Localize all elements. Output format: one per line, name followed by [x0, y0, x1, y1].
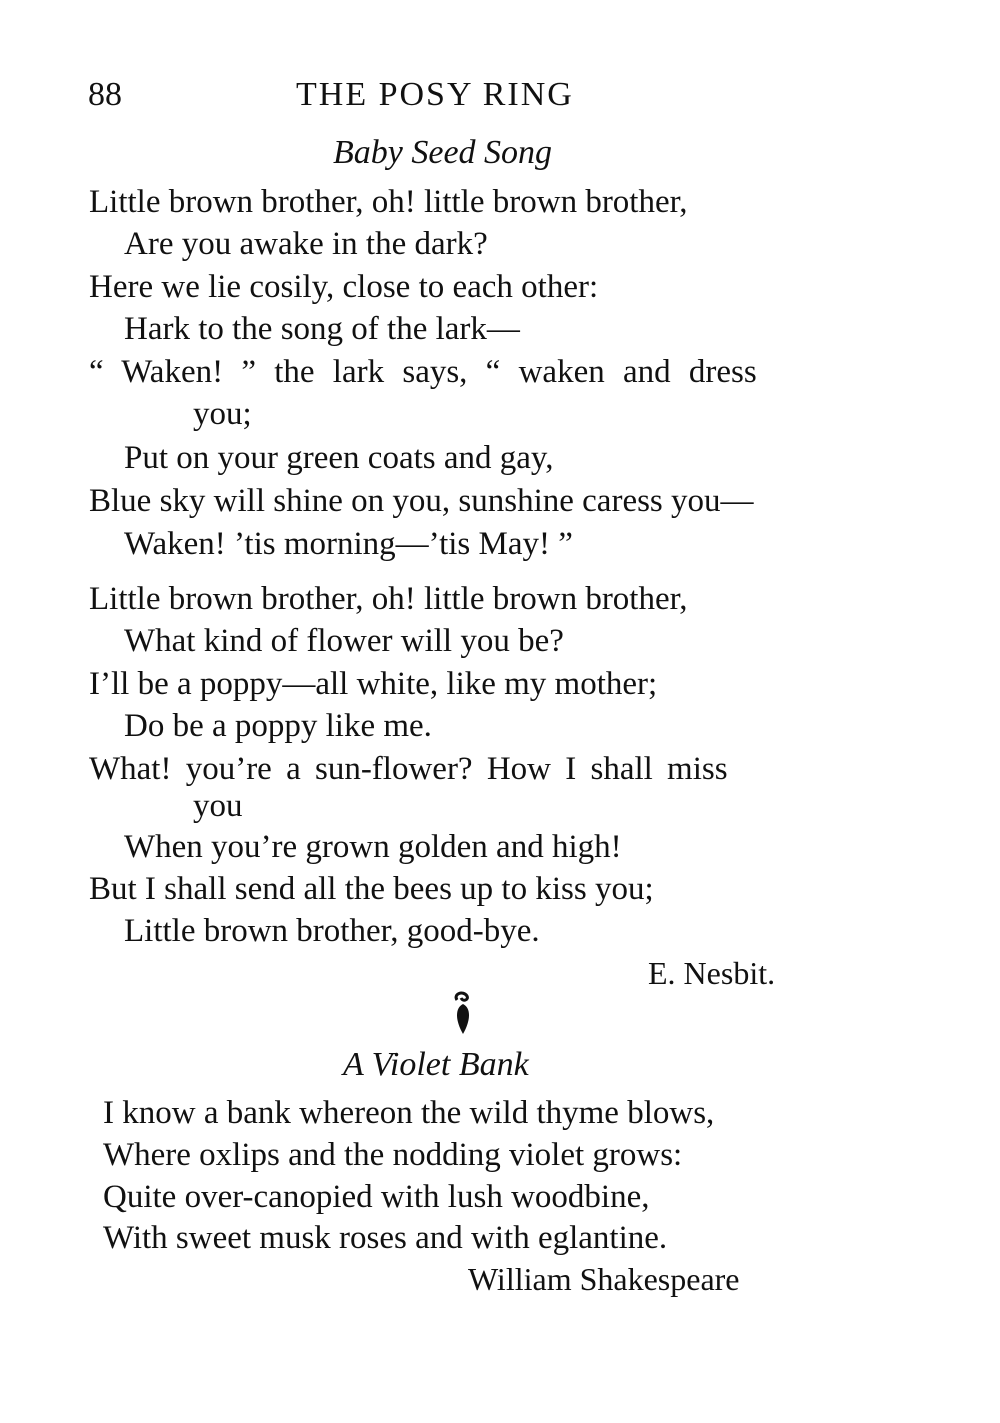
poem-author: E. Nesbit.: [648, 955, 776, 991]
poem-line: Blue sky will shine on you, sunshine caress you—: [89, 483, 754, 519]
poem-line: But I shall send all the bees up to kiss you;: [89, 871, 654, 907]
poem-line: Little brown brother, oh! little brown brother,: [89, 581, 688, 617]
poem-line: Are you awake in the dark?: [124, 226, 488, 262]
page-header: [88, 76, 848, 120]
poem-line: you: [193, 788, 243, 824]
poem-line: Here we lie cosily, close to each other:: [89, 269, 599, 305]
poem-line: Hark to the song of the lark—: [124, 311, 520, 347]
poem-line: I’ll be a poppy—all white, like my mother;: [89, 666, 658, 702]
poem-line: When you’re grown golden and high!: [124, 829, 622, 865]
page-number: 88: [88, 76, 122, 113]
poem-line: With sweet musk roses and with eglantine.: [103, 1220, 668, 1256]
poem-title: A Violet Bank: [343, 1046, 529, 1083]
poem-author: William Shakespeare: [468, 1261, 740, 1297]
poem-line: Little brown brother, good-bye.: [124, 913, 540, 949]
poem-line: Where oxlips and the nodding violet grows:: [103, 1137, 683, 1173]
poem-line: you;: [193, 396, 252, 432]
poem-line: Do be a poppy like me.: [124, 708, 432, 744]
poem-line: Quite over-canopied with lush woodbine,: [103, 1179, 650, 1215]
poem-line: I know a bank whereon the wild thyme blows,: [103, 1095, 715, 1131]
poem-line: What kind of flower will you be?: [124, 623, 564, 659]
poem-line: Put on your green coats and gay,: [124, 440, 554, 476]
leaf-ornament-icon: [447, 990, 479, 1036]
poem-line: What! you’re a sun-flower? How I shall miss: [89, 751, 728, 787]
poem-line: Waken! ’tis morning—’tis May! ”: [124, 526, 573, 562]
poem-title: Baby Seed Song: [333, 134, 553, 171]
poem-line: “ Waken! ” the lark says, “ waken and dress: [89, 354, 757, 390]
running-title: THE POSY RING: [296, 76, 574, 113]
poem-line: Little brown brother, oh! little brown brother,: [89, 184, 688, 220]
